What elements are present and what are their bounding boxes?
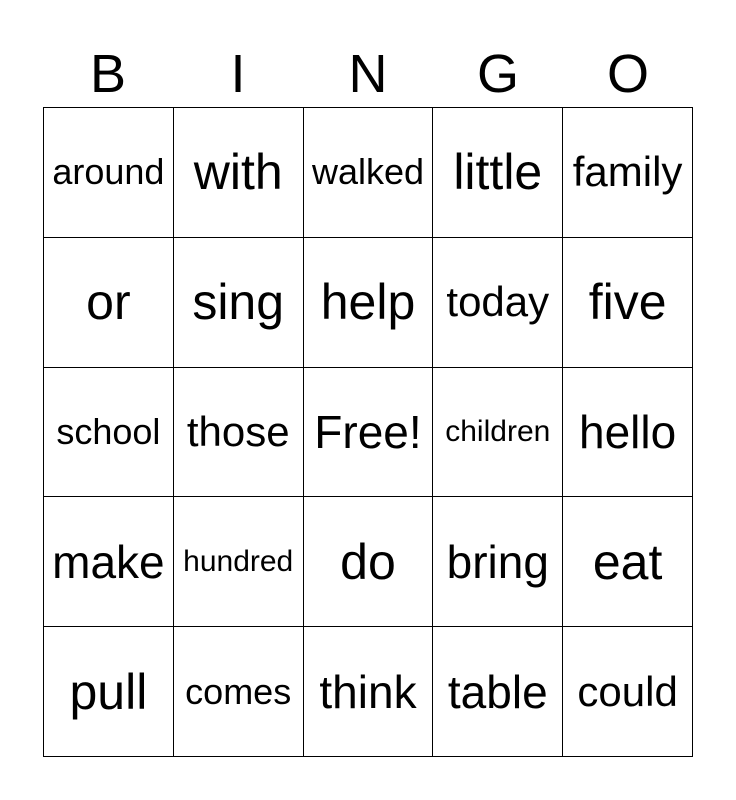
- bingo-cell[interactable]: [304, 238, 434, 368]
- bingo-cell[interactable]: [433, 627, 563, 757]
- cell-word: around: [52, 151, 165, 193]
- header-letter-g: G: [476, 44, 519, 104]
- bingo-cell[interactable]: [174, 627, 304, 757]
- bingo-cell[interactable]: [563, 108, 693, 238]
- bingo-cell[interactable]: [563, 497, 693, 627]
- bingo-cell[interactable]: [304, 108, 434, 238]
- bingo-free-cell[interactable]: [304, 368, 434, 498]
- header-letter-o: O: [606, 44, 649, 104]
- bingo-cell[interactable]: [174, 497, 304, 627]
- bingo-cell[interactable]: [44, 627, 174, 757]
- bingo-cell[interactable]: [433, 368, 563, 498]
- cell-word: little: [453, 144, 543, 201]
- bingo-cell[interactable]: [174, 108, 304, 238]
- cell-word: with: [193, 144, 283, 201]
- bingo-cell[interactable]: [563, 368, 693, 498]
- header-letter-n: N: [348, 44, 388, 104]
- cell-word: could: [577, 667, 678, 715]
- cell-word: pull: [69, 663, 148, 720]
- header-letter-i: I: [230, 44, 246, 104]
- bingo-cell[interactable]: [433, 497, 563, 627]
- cell-word: help: [320, 274, 416, 331]
- cell-word: sing: [192, 274, 285, 331]
- cell-word: those: [186, 407, 290, 455]
- cell-word: five: [588, 274, 667, 331]
- cell-word: bring: [446, 535, 549, 588]
- bingo-cell[interactable]: [433, 238, 563, 368]
- cell-word: or: [86, 274, 131, 331]
- bingo-cell[interactable]: [304, 497, 434, 627]
- cell-word: hello: [578, 405, 677, 458]
- bingo-board: [43, 107, 693, 757]
- bingo-cell[interactable]: [44, 238, 174, 368]
- bingo-cell[interactable]: [304, 627, 434, 757]
- header-letter-b: B: [89, 44, 127, 104]
- cell-word: table: [447, 665, 548, 718]
- cell-word: Free!: [314, 405, 422, 458]
- cell-word: school: [56, 410, 161, 452]
- cell-word: think: [319, 665, 417, 718]
- cell-word: make: [52, 535, 165, 588]
- bingo-cell[interactable]: [563, 627, 693, 757]
- cell-word: family: [572, 148, 683, 196]
- cell-word: do: [340, 533, 396, 590]
- bingo-cell[interactable]: [563, 238, 693, 368]
- bingo-cell[interactable]: [44, 108, 174, 238]
- cell-word: walked: [311, 151, 425, 193]
- cell-word: hundred: [183, 544, 294, 578]
- bingo-cell[interactable]: [174, 238, 304, 368]
- cell-word: comes: [185, 670, 292, 712]
- cell-word: today: [446, 278, 550, 326]
- cell-word: eat: [592, 533, 663, 590]
- bingo-cell[interactable]: [44, 368, 174, 498]
- cell-word: children: [445, 414, 551, 448]
- bingo-cell[interactable]: [174, 368, 304, 498]
- bingo-header: [43, 40, 693, 108]
- bingo-cell[interactable]: [44, 497, 174, 627]
- bingo-cell[interactable]: [433, 108, 563, 238]
